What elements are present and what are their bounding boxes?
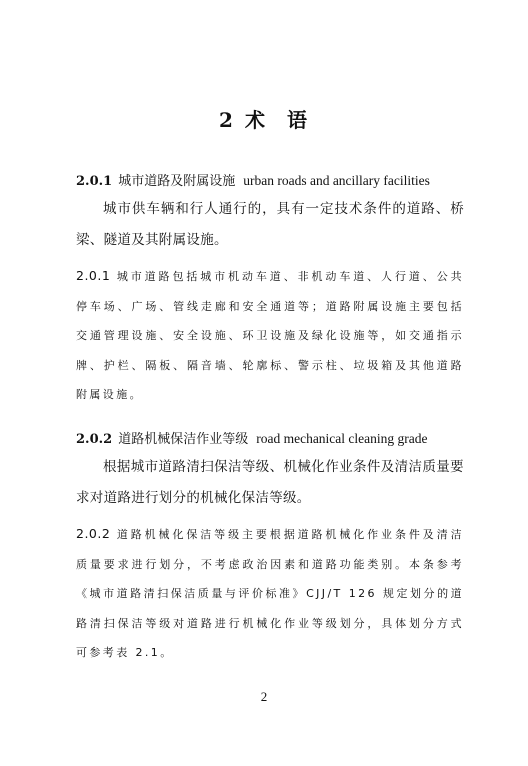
commentary-2-0-1 bbox=[76, 261, 464, 410]
page-number: 2 bbox=[260, 689, 268, 704]
commentary-code: 2.0.2 bbox=[76, 526, 111, 541]
chapter-title-char-1: 术 bbox=[244, 108, 267, 132]
chapter-title-char-2: 语 bbox=[286, 108, 309, 132]
commentary-text: 道路机械化保洁等级主要根据道路机械化作业条件及清洁质量要求进行划分，不考虑政治因素和道路功能类别。本条参考《城市道路清扫保洁质量与评价标准》CJJ/T 126 规定划分的道路清扫保洁等级对道路进行机械化作业等级划分，具体划分方式可参考表 2.1。 bbox=[76, 528, 464, 659]
chapter-title bbox=[0, 104, 528, 133]
term-heading-2-0-1 bbox=[76, 171, 466, 192]
term-code: 2.0.2 bbox=[76, 432, 113, 447]
commentary-text: 城市道路包括城市机动车道、非机动车道、人行道、公共停车场、广场、管线走廊和安全通道等；道路附属设施主要包括交通管理设施、安全设施、环卫设施及绿化设施等，如交通指示牌、护栏、隔板、隔音墙、轮廓标、警示柱、垃圾箱及其他道路附属设施。 bbox=[76, 270, 464, 401]
term-english: urban roads and ancillary facilities bbox=[243, 173, 430, 188]
term-definition-2-0-2: 根据城市道路清扫保洁等级、机械化作业条件及清洁质量要求对道路进行划分的机械化保洁等级。 bbox=[76, 459, 464, 506]
term-english: road mechanical cleaning grade bbox=[256, 431, 428, 446]
term-chinese: 城市道路及附属设施 bbox=[118, 174, 236, 189]
commentary-2-0-2 bbox=[76, 519, 464, 668]
term-code: 2.0.1 bbox=[76, 174, 113, 189]
term-heading-2-0-2 bbox=[76, 429, 466, 450]
term-chinese: 道路机械保洁作业等级 bbox=[118, 432, 249, 447]
term-definition-2-0-1: 城市供车辆和行人通行的，具有一定技术条件的道路、桥梁、隧道及其附属设施。 bbox=[76, 201, 464, 248]
chapter-number: 2 bbox=[219, 108, 235, 132]
commentary-code: 2.0.1 bbox=[76, 268, 111, 283]
